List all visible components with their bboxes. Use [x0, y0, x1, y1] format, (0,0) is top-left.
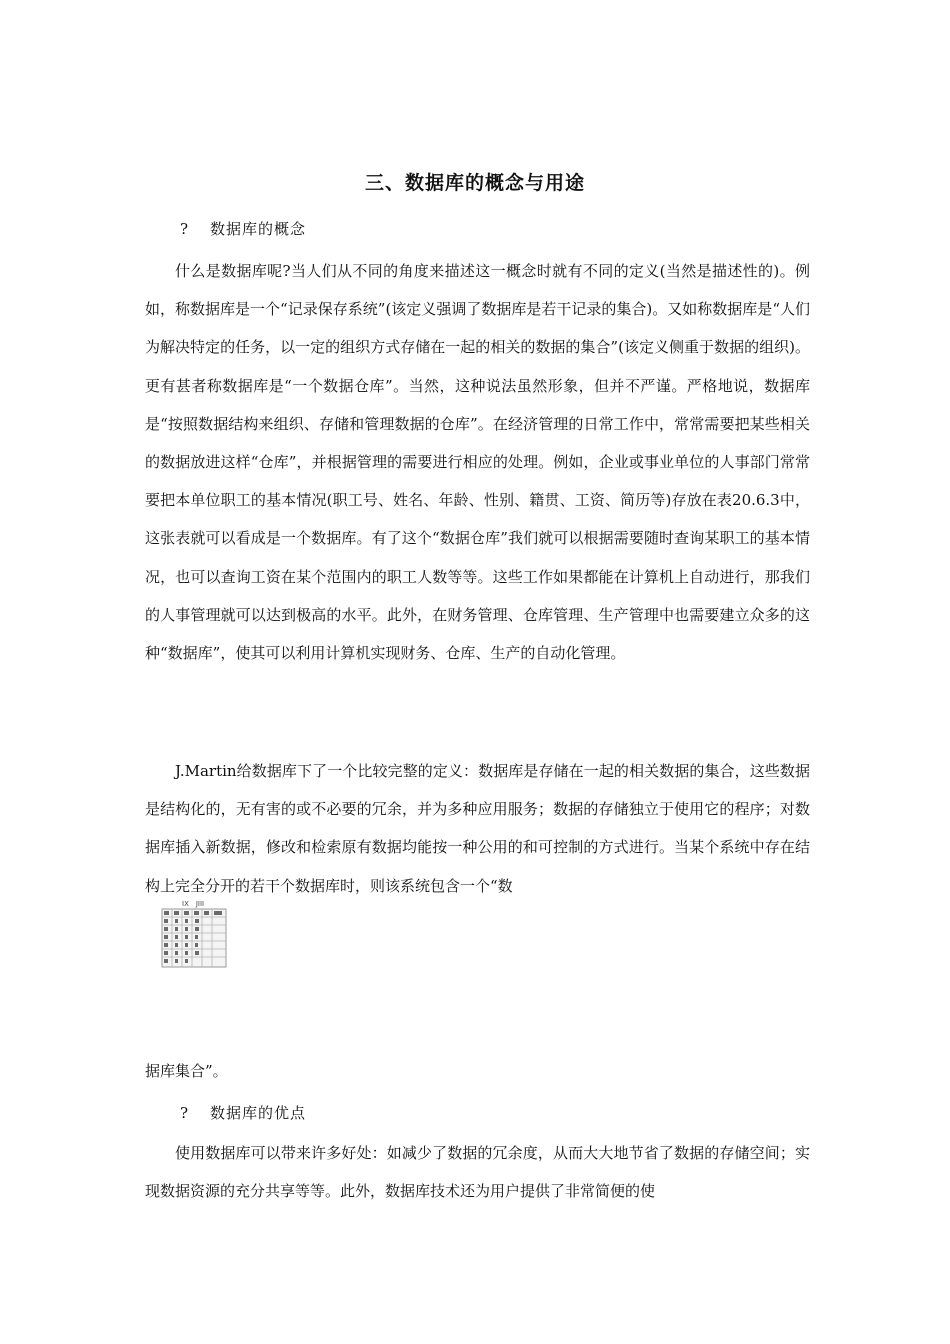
paragraph-definition: 什么是数据库呢?当人们从不同的角度来描述这一概念时就有不同的定义(当然是描述性的)。例如，称数据库是一个“记录保存系统”(该定义强调了数据库是若干记录的集合)。又如称数据库是“人们为解决特定的任务，以一定的组织方式存储在一起的相关的数据的集合”(该定义侧重于数据的组织)。更有甚者称数据库是“一个数据仓库”。当然，这种说法虽然形象，但并不严谨。严格地说，数据库是“按照数据结构来组织、存储和管理数据的仓库”。在经济管理的日常工作中，常常需要把某些相关的数据放进这样“仓库”，并根据管理的需要进行相应的处理。例如，企业或事业单位的人事部门常常要把本单位职工的基本情况(职工号、姓名、年龄、性别、籍贯、工资、简历等)存放在表20.6.3中，这张表就可以看成是一个数据库。有了这个“数据仓库”我们就可以根据需要随时查询某职工的基本情况，也可以查询工资在某个范围内的职工人数等等。这些工作如果都能在计算机上自动进行，那我们的人事管理就可以达到极高的水平。此外，在财务管理、仓库管理、生产管理中也需要建立众多的这种“数据库”，使其可以利用计算机实现财务、仓库、生产的自动化管理。: [145, 262, 810, 663]
bullet-mark: ?: [180, 220, 190, 238]
section-heading-advantages: [180, 1102, 306, 1123]
table-thumbnail-caption: IX JIII: [182, 900, 205, 908]
section-heading-label: 数据库的优点: [210, 1104, 307, 1122]
section-heading-concept: [180, 218, 306, 239]
bullet-mark: ?: [180, 1104, 190, 1122]
paragraph-advantages: 使用数据库可以带来许多好处：如减少了数据的冗余度，从而大大地节省了数据的存储空间；实现数据资源的充分共享等等。此外，数据库技术还为用户提供了非常简便的使: [145, 1144, 810, 1201]
section-heading-label: 数据库的概念: [210, 220, 307, 238]
table-thumbnail-image: [160, 897, 228, 971]
paragraph-continuation: 据库集合”。: [145, 1062, 228, 1080]
page-title: 三、数据库的概念与用途: [364, 172, 585, 194]
paragraph-martin-definition: J.Martin给数据库下了一个比较完整的定义：数据库是存储在一起的相关数据的集合，这些数据是结构化的，无有害的或不必要的冗余，并为多种应用服务；数据的存储独立于使用它的程序；对数据库插入新数据，修改和检索原有数据均能按一种公用的和可控制的方式进行。当某个系统中存在结构上完全分开的若干个数据库时，则该系统包含一个“数: [145, 762, 810, 895]
